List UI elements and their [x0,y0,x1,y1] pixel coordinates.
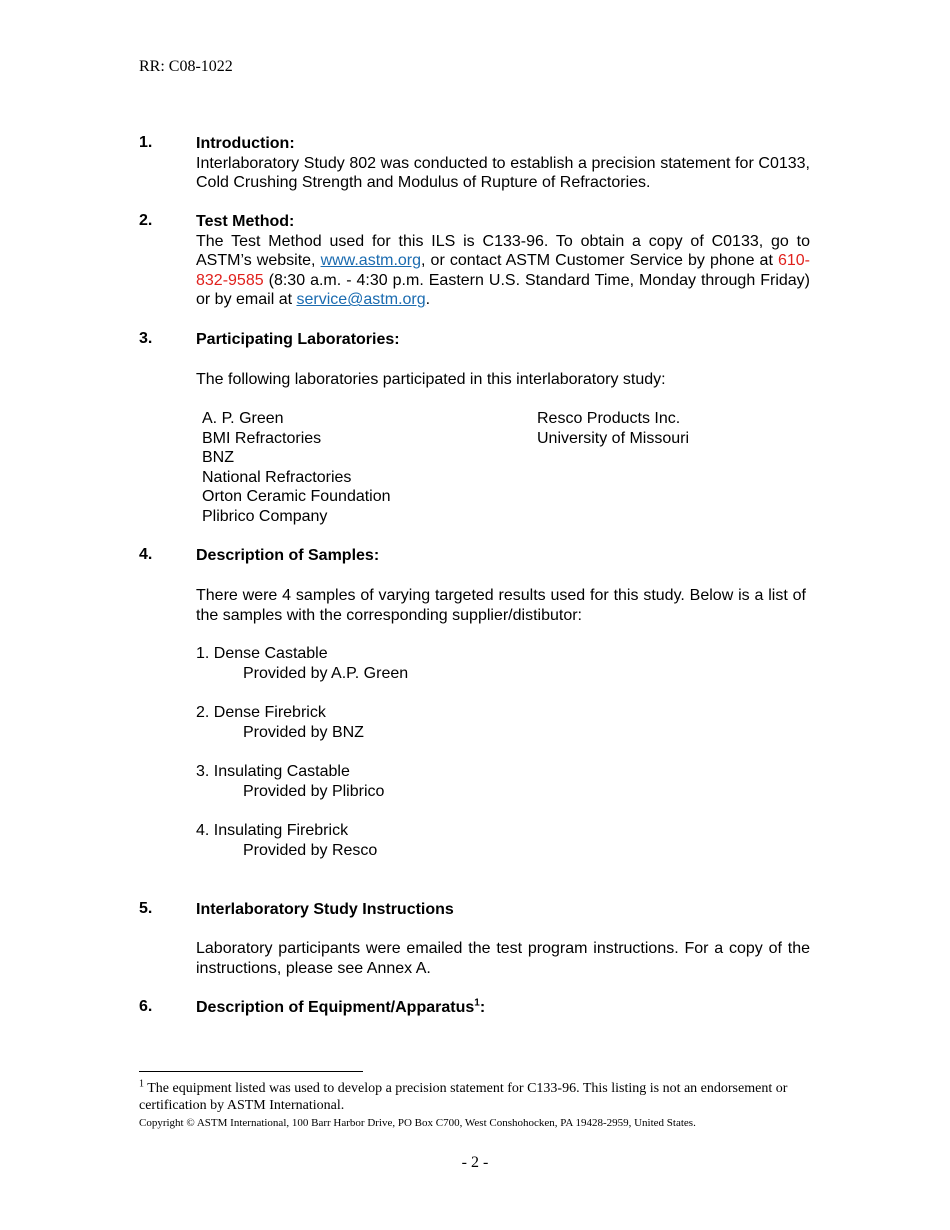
sample-item [196,703,364,742]
lab-item: BMI Refractories [202,429,322,447]
section-5-title: Interlaboratory Study Instructions [196,901,454,918]
section-5-number: 5. [139,900,153,917]
section-1-title: Introduction: [196,135,295,152]
sample-provider: Provided by BNZ [243,723,364,741]
document-header: RR: C08-1022 [139,58,233,75]
astm-website-link[interactable]: www.astm.org [320,252,422,270]
page-number: - 2 - [461,1154,489,1171]
section-2-text-3: (8:30 a.m. - 4:30 p.m. Eastern U.S. Standard Time, Monday through Friday) or by email at [196,271,810,309]
labs-left-column [202,409,391,527]
lab-item: Resco Products Inc. [537,410,681,427]
section-2 [196,212,810,310]
section-4-title: Description of Samples: [196,547,380,564]
footnote-reference: 1 [474,997,480,1009]
section-6-title-text: Description of Equipment/Apparatus [196,999,475,1016]
section-6-title [196,998,810,1018]
lab-item: BNZ [202,449,234,467]
sample-provider: Provided by Plibrico [243,782,385,800]
section-3-title: Participating Laboratories: [196,331,400,348]
service-email-link[interactable]: service@astm.org [296,291,426,309]
section-2-text-1: The Test Method used for this ILS is C133-96. To obtain a copy of C0133, go to ASTM’s website, [196,232,810,270]
section-2-text-4: . [425,291,431,309]
lab-item: National Refractories [202,468,352,486]
section-5-body: Laboratory participants were emailed the test program instructions. For a copy of the instructions, please see Annex A. [196,940,810,977]
section-6-title-colon: : [479,999,486,1016]
lab-item: University of Missouri [537,429,690,447]
footnote-mark: 1 [139,1078,144,1090]
section-1 [196,134,810,193]
section-1-body: Interlaboratory Study 802 was conducted to establish a precision statement for C0133, Cold Crushing Strength and Modulus of Rupture of Refractories. [196,154,810,192]
copyright-notice: Copyright © ASTM International, 100 Barr Harbor Drive, PO Box C700, West Conshohocken, PA 19428-2959, United States. [139,1117,696,1129]
sample-name: 1. Dense Castable [196,645,328,662]
sample-name: 2. Dense Firebrick [196,704,326,721]
labs-right-column [537,409,689,448]
section-5 [196,900,810,920]
section-3-number: 3. [139,330,153,347]
section-3 [196,330,810,350]
sample-provider: Provided by A.P. Green [243,664,409,682]
lab-item: A. P. Green [202,410,284,427]
lab-item: Orton Ceramic Foundation [202,488,391,506]
section-2-text-2: , or contact ASTM Customer Service by phone at [421,252,778,270]
sample-item [196,821,377,860]
section-6 [196,998,810,1018]
section-1-number: 1. [139,134,153,151]
footnote [139,1080,799,1114]
sample-name: 4. Insulating Firebrick [196,822,349,839]
lab-item: Plibrico Company [202,507,328,525]
phone-number: 610-832-9585 [196,252,811,289]
section-3-intro: The following laboratories participated in this interlaboratory study: [196,371,666,388]
sample-item [196,762,384,801]
footnote-divider [139,1071,363,1072]
sample-item [196,644,408,683]
section-2-body [196,232,810,310]
section-6-number: 6. [139,998,153,1015]
sample-provider: Provided by Resco [243,841,378,859]
sample-name: 3. Insulating Castable [196,763,350,780]
footnote-text: The equipment listed was used to develop a precision statement for C133-96. This listing is not an endorsement or certification by ASTM International. [139,1081,788,1113]
section-2-title: Test Method: [196,213,295,230]
section-2-number: 2. [139,212,153,229]
section-4-number: 4. [139,546,153,563]
section-4-intro: There were 4 samples of varying targeted results used for this study. Below is a list of the samples with the corresponding supplier/distibutor: [196,587,806,624]
section-4 [196,546,810,566]
